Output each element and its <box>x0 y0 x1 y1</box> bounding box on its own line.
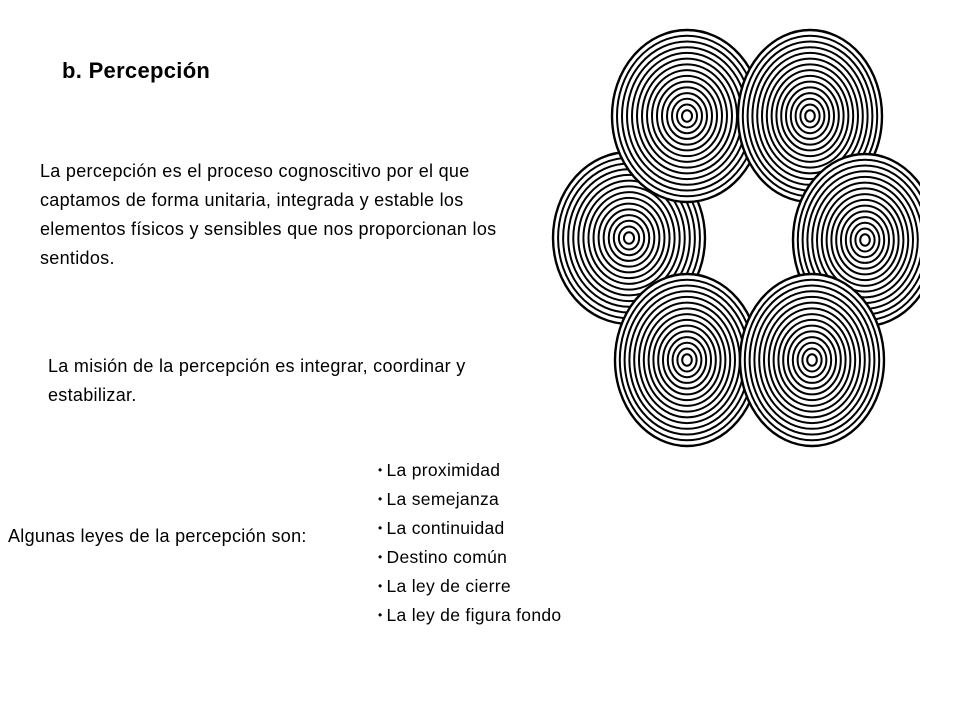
bullet-icon: • <box>378 463 383 477</box>
list-item <box>378 456 561 485</box>
list-item <box>378 485 561 514</box>
ellipse-ring-group <box>739 273 885 447</box>
ellipse-ring-group <box>614 273 760 447</box>
law-label: La semejanza <box>386 489 500 509</box>
bullet-icon: • <box>378 550 383 564</box>
bullet-icon: • <box>378 521 383 535</box>
law-label: La continuidad <box>386 518 505 538</box>
law-label: La ley de cierre <box>386 576 511 596</box>
laws-label: Algunas leyes de la percepción son: <box>8 526 307 546</box>
definition-paragraph: La percepción es el proceso cognoscitivo por el que captamos de forma unitaria, integrada y estable los elementos físicos y sensibles que nos proporcionan los sentidos. <box>40 161 497 268</box>
bullet-icon: • <box>378 492 383 506</box>
list-item <box>378 572 561 601</box>
list-item <box>378 543 561 572</box>
list-item <box>378 601 561 630</box>
laws-list <box>378 456 561 630</box>
slide-title: b. Percepción <box>62 58 211 83</box>
bullet-icon: • <box>378 608 383 622</box>
mission-paragraph: La misión de la percepción es integrar, coordinar y estabilizar. <box>48 356 466 405</box>
law-label: Destino común <box>386 547 508 567</box>
law-label: La ley de figura fondo <box>386 605 562 625</box>
bullet-icon: • <box>378 579 383 593</box>
concentric-ellipses-illustration <box>538 18 920 458</box>
law-label: La proximidad <box>386 460 501 480</box>
list-item <box>378 514 561 543</box>
